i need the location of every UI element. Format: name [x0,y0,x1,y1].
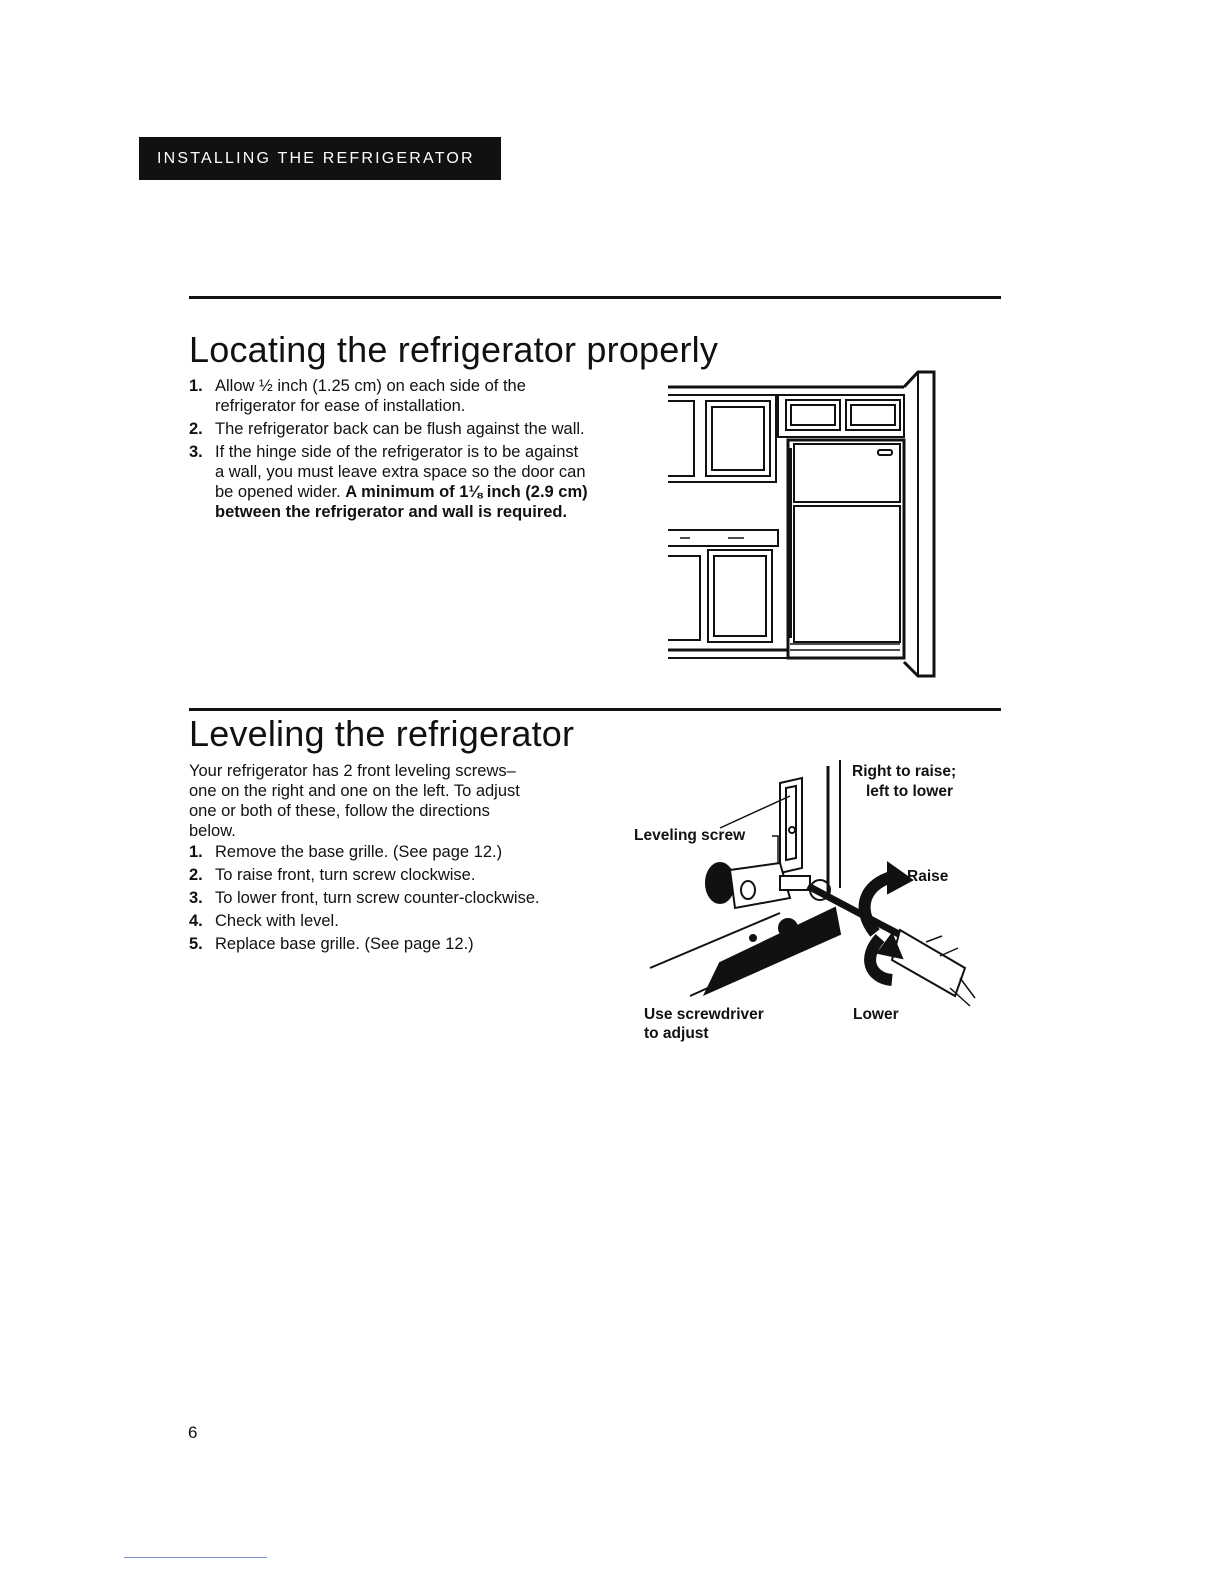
label-use-screwdriver: Use screwdriver [644,1006,764,1023]
step-text: Check with level. [215,912,339,930]
step-number: 3. [189,889,203,907]
step-number: 3. [189,443,203,461]
locating-steps [189,376,589,525]
step-number: 2. [189,866,203,884]
label-right-to-raise: Right to raise; [852,763,957,780]
step-text: If the hinge side of the refrigerator is to be against a wall, you must leave extra space so the door can be opened wider. [215,443,586,501]
step-text: To raise front, turn screw clockwise. [215,866,476,884]
list-item [189,865,579,885]
section-title-leveling: Leveling the refrigerator [189,713,575,754]
label-leveling-screw: Leveling screw [634,827,746,844]
label-left-to-lower: left to lower [866,783,953,800]
list-item [189,934,579,954]
step-number: 2. [189,420,203,438]
section-divider [189,708,1001,711]
list-item [189,442,589,522]
list-item [189,888,579,908]
step-number: 1. [189,377,203,395]
kitchen-refrigerator-illustration [668,370,940,680]
section-title-locating: Locating the refrigerator properly [189,329,719,370]
label-to-adjust: to adjust [644,1025,709,1042]
page-number: 6 [188,1423,198,1442]
section-divider [189,296,1001,299]
step-text: Allow ½ inch (1.25 cm) on each side of the refrigerator for ease of installation. [215,377,526,415]
label-lower: Lower [853,1006,899,1023]
step-number: 1. [189,843,203,861]
step-text: To lower front, turn screw counter-clockwise. [215,889,540,907]
step-text: Replace base grille. (See page 12.) [215,935,474,953]
list-item [189,376,589,416]
step-text: The refrigerator back can be flush against the wall. [215,420,585,438]
banner-text: INSTALLING THE REFRIGERATOR [157,150,475,167]
list-item [189,911,579,931]
section-banner [139,137,501,180]
step-number: 5. [189,935,203,953]
step-number: 4. [189,912,203,930]
leveling-steps [189,842,579,957]
list-item [189,842,579,862]
list-item [189,419,589,439]
step-requirement: A minimum of 1⅛ inch (2.9 cm) between the refrigerator and wall is required. [215,483,588,521]
label-raise: Raise [907,868,949,885]
step-text: Remove the base grille. (See page 12.) [215,843,503,861]
footer-rule [124,1557,267,1558]
leveling-intro: Your refrigerator has 2 front leveling screws– one on the right and one on the left. To adjust one or both of these, follow the directions below. [189,762,520,840]
